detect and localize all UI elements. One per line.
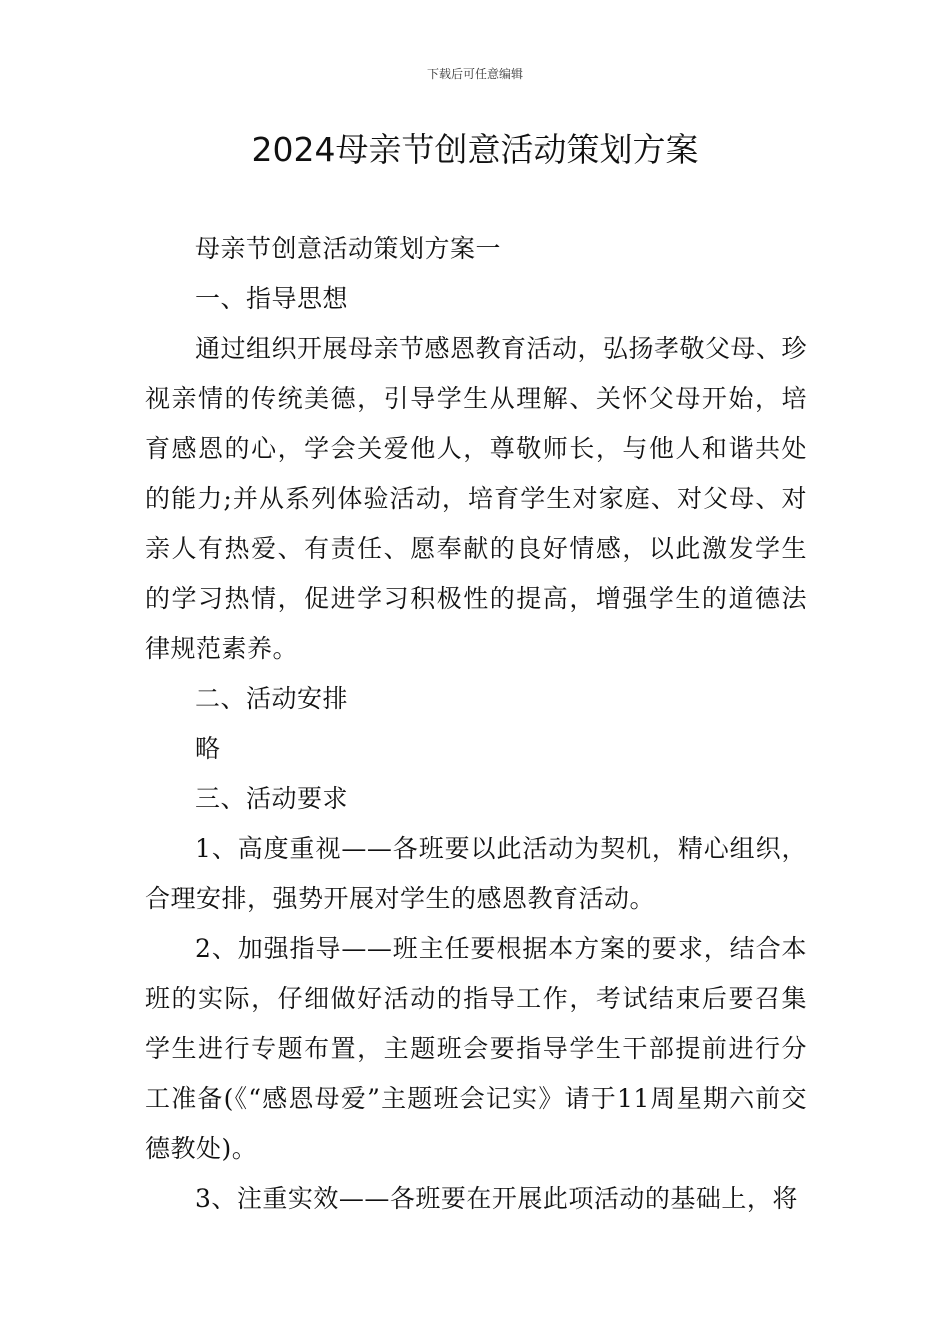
section-heading: 母亲节创意活动策划方案一 bbox=[195, 234, 502, 263]
body-paragraph: 1、高度重视——各班要以此活动为契机，精心组织，合理安排，强势开展对学生的感恩教育活动。 bbox=[145, 834, 807, 913]
body-paragraph: 3、注重实效——各班要在开展此项活动的基础上，将 bbox=[195, 1184, 798, 1213]
body-paragraph: 2、加强指导——班主任要根据本方案的要求，结合本班的实际，仔细做好活动的指导工作，考试结束后要召集学生进行专题布置，主题班会要指导学生干部提前进行分工准备(《“感恩母爱”主题班会记实》请于11周星期六前交德教处)。 bbox=[145, 934, 807, 1163]
section-heading: 二、活动安排 bbox=[195, 684, 349, 713]
body-paragraph: 通过组织开展母亲节感恩教育活动，弘扬孝敬父母、珍视亲情的传统美德，引导学生从理解、关怀父母开始，培育感恩的心，学会关爱他人，尊敬师长，与他人和谐共处的能力;并从系列体验活动，培育学生对家庭、对父母、对亲人有热爱、有责任、愿奉献的良好情感，以此激发学生的学习热情，促进学习积极性的提高，增强学生的道德法律规范素养。 bbox=[145, 334, 808, 663]
document-body bbox=[145, 224, 807, 1224]
header-note: 下载后可任意编辑 bbox=[426, 67, 523, 81]
document-title: 2024母亲节创意活动策划方案 bbox=[251, 130, 699, 169]
section-heading: 一、指导思想 bbox=[195, 284, 349, 313]
body-paragraph: 略 bbox=[195, 734, 221, 763]
section-heading: 三、活动要求 bbox=[195, 784, 349, 813]
